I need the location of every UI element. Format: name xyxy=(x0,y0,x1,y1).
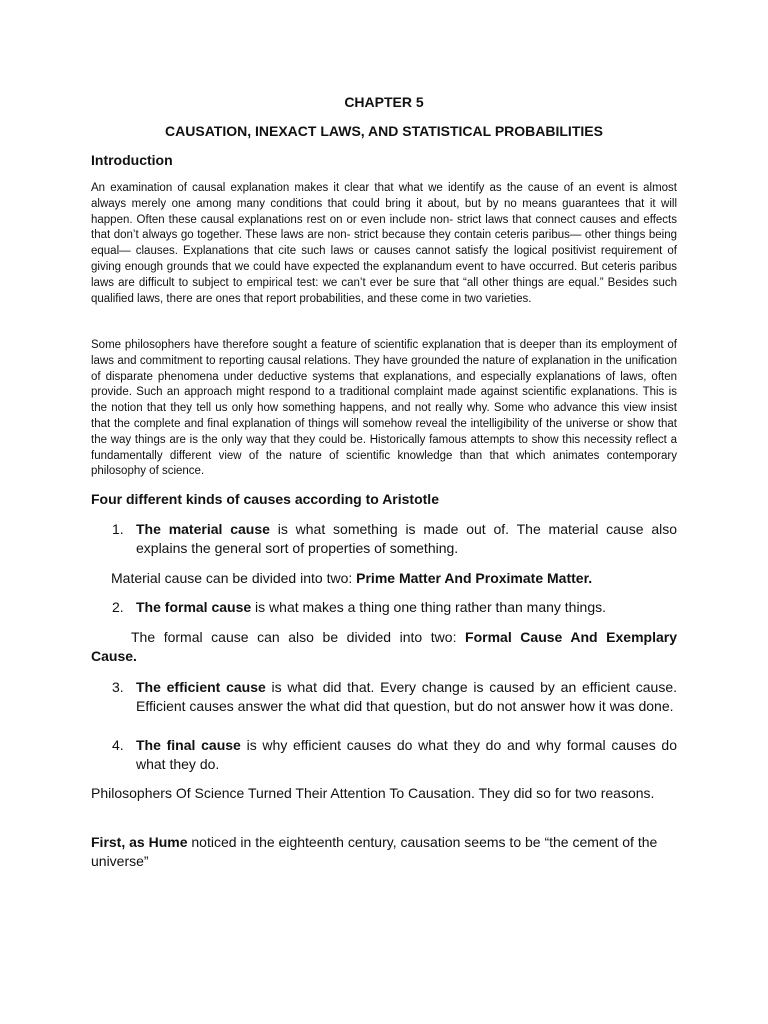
list-number: 1. xyxy=(112,521,124,537)
cause-description: is why efficient causes do what they do and why formal causes do what they do. xyxy=(136,737,677,772)
formal-cause-note xyxy=(91,628,677,666)
introduction-heading: Introduction xyxy=(91,152,173,168)
list-body xyxy=(136,520,677,558)
note-text: The formal cause can also be divided into two: xyxy=(131,629,466,645)
list-body xyxy=(136,678,677,716)
list-item-efficient-cause xyxy=(112,678,677,716)
philosophers-paragraph: Philosophers Of Science Turned Their Attention To Causation. They did so for two reasons. xyxy=(91,785,655,801)
introduction-paragraph-1: An examination of causal explanation makes it clear that what we identify as the cause of an event is almost always merely one among many conditions that could bring it about, but by no means guarantees that it will happen. Often these causal explanations rest on or even include non- strict laws that connect causes and effects that don’t always go together. These laws are non- strict because they contain ceteris paribus— other things being equal— clauses. Explanations that cite such laws or causes cannot satisfy the logical positivist requirement of giving enough grounds that we could have expected the explanandum event to have occurred. But ceteris paribus laws are difficult to subject to empirical test: we can’t ever be sure that “all other things are equal.” Besides such qualified laws, there are ones that report probabilities, and these come in two varieties. xyxy=(91,182,677,305)
note-bold-continued: Cause. xyxy=(91,648,137,664)
cause-term: The efficient cause xyxy=(136,679,266,695)
cause-term: The formal cause xyxy=(136,599,252,615)
note-text: Material cause can be divided into two: xyxy=(111,570,357,586)
list-body xyxy=(136,598,677,617)
cause-description: is what makes a thing one thing rather than many things. xyxy=(251,599,607,615)
list-number: 4. xyxy=(112,737,124,753)
list-item-formal-cause xyxy=(112,598,677,617)
note-bold: Formal Cause And Exemplary xyxy=(465,629,677,645)
chapter-number: CHAPTER 5 xyxy=(344,94,424,110)
list-item-final-cause xyxy=(112,736,677,774)
cause-term: The material cause xyxy=(136,521,270,537)
note-first-line xyxy=(91,628,677,647)
chapter-title: CAUSATION, INEXACT LAWS, AND STATISTICAL PROBABILITIES xyxy=(165,123,603,139)
list-body xyxy=(136,736,677,774)
cause-description: is what something is made out of. The material cause also explains the general sort of properties of something. xyxy=(136,521,678,556)
cause-term: The final cause xyxy=(136,737,241,753)
list-number: 3. xyxy=(112,679,124,695)
material-cause-note xyxy=(111,569,592,588)
note-bold: Prime Matter And Proximate Matter. xyxy=(356,570,593,586)
aristotle-causes-heading: Four different kinds of causes according to Aristotle xyxy=(91,491,439,507)
hume-bold: First, as Hume xyxy=(91,834,188,850)
hume-text: noticed in the eighteenth century, causation seems to be “the cement of the universe” xyxy=(91,834,658,869)
introduction-paragraph-2: Some philosophers have therefore sought a feature of scientific explanation that is deeper than its employment of laws and commitment to reporting causal relations. They have grounded the nature of explanation in the unification of disparate phenomena under deductive systems that explanations, and especially explanations of laws, often provide. Such an approach might respond to a traditional complaint made against scientific explanations. This is the notion that they tell us only how something happens, and not really why. Some who advance this view insist that the complete and final explanation of things will somehow reveal the intelligibility of the universe or show that the way things are is the only way that they could be. Historically famous attempts to show this necessity reflect a fundamentally different view of the nature of scientific knowledge than that which animates contemporary philosophy of science. xyxy=(91,339,677,478)
list-number: 2. xyxy=(112,599,124,615)
cause-description: is what did that. Every change is caused by an efficient cause. Efficient causes answer the what did that question, but do not answer how it was done. xyxy=(136,679,678,714)
list-item-material-cause xyxy=(112,520,677,558)
hume-paragraph xyxy=(91,833,677,871)
